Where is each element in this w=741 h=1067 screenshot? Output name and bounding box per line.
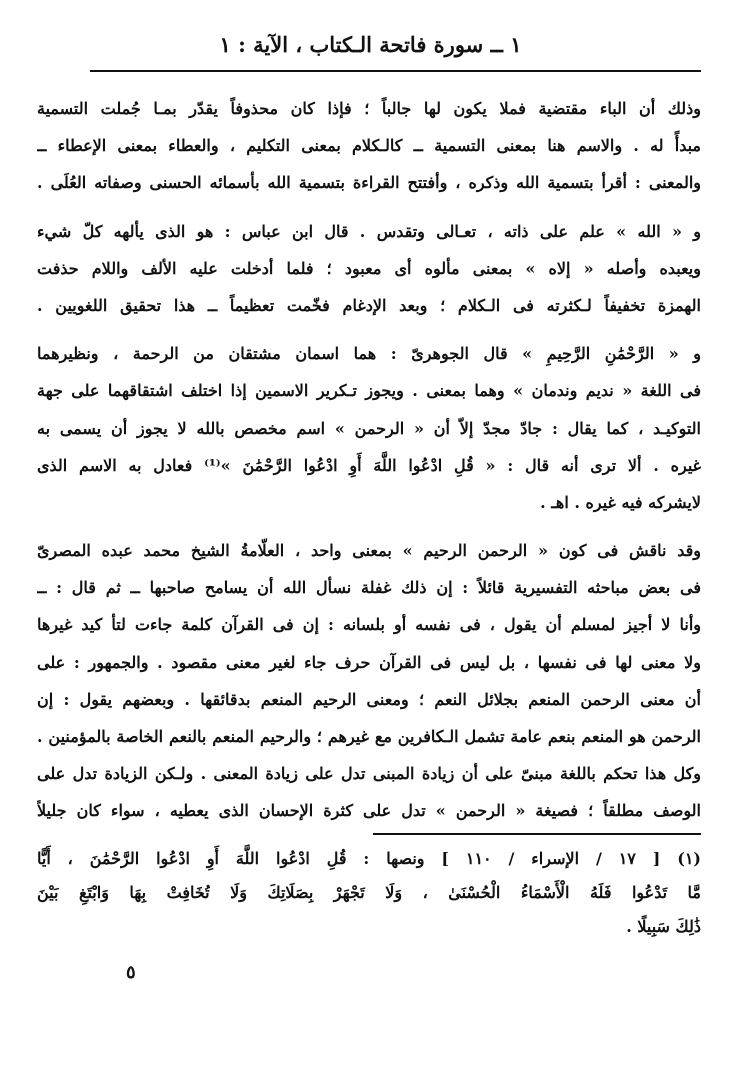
- paragraph-name-allah: [37, 213, 701, 325]
- text-line: لايشركه فيه غيره . اهـ .: [540, 492, 701, 512]
- footnote-line: (١) [ ١٧ / الإسراء / ١١٠ ] ونصها : قُلِ ادْعُوا اللَّهَ أَوِ ادْعُوا الرَّحْمَٰنَ ، أَيًّا: [37, 849, 701, 868]
- paragraph-basmala-grammar: [37, 90, 701, 202]
- footnote: [37, 842, 701, 944]
- text-line: غيره . ألا ترى أنه قال : « قُلِ ادْعُوا اللَّهَ أَوِ ادْعُوا الرَّحْمَٰنَ »⁽¹⁾ فعادل به الاسم الذى: [37, 455, 701, 475]
- text-line: فى بعض مباحثه التفسيرية قائلاً : إن ذلك غفلة نسأل الله أن يسامح صاحبها ــ ثم قال : ــ: [37, 578, 701, 598]
- paragraph-abduh-discussion: [37, 532, 701, 830]
- text-line: أن معنى الرحمن المنعم بجلائل النعم ؛ ومعنى الرحيم المنعم بدقائقها . وبعضهم يقول : إن: [37, 689, 701, 709]
- text-line: الوصف مطلقاً ؛ فصيغة « الرحمن » تدل على كثرة الإحسان الذى يعطيه ، سواء كان جليلاً: [37, 801, 701, 821]
- text-line: وقد ناقش فى كون « الرحمن الرحيم » بمعنى واحد ، العلّامةُ الشيخ محمد عبده المصرىّ: [37, 541, 701, 561]
- text-line: الهمزة تخفيفاً لـكثرته فى الـكلام ؛ وبعد الإدغام فخّمت تعظيماً ــ هذا تحقيق اللغويين .: [37, 295, 701, 315]
- running-header: ١ ــ سورة فاتحة الـكتاب ، الآية : ١: [219, 32, 522, 57]
- footnote-line: ذَٰلِكَ سَبِيلًا .: [626, 917, 701, 936]
- footnote-rule: [373, 833, 701, 835]
- text-line: وذلك أن الباء مقتضية فملا يكون لها جالباً ؛ فإذا كان محذوفاً يقدّر بمـا جُملت التسمية: [37, 99, 701, 118]
- text-line: و « الله » علم على ذاته ، تعـالى وتقدس . قال ابن عباس : هو الذى يألهه كلّ شيء: [37, 221, 701, 241]
- text-line: مبدأً له . والاسم هنا بمعنى التسمية ــ كالـكلام بمعنى التكليم ، والعطاء بمعنى الإعطاء ــ: [37, 136, 701, 156]
- text-line: ويعبده وأصله « إلاه » بمعنى مألوه أى معبود ؛ فلما أدخلت عليه الألف واللام حذفت: [37, 258, 701, 278]
- text-line: فى اللغة « نديم وندمان » وهما بمعنى . ويجوز تـكرير الاسمين إذا اختلف اشتقاقهما على جهة: [37, 381, 701, 401]
- footnote-line: مَّا تَدْعُوا فَلَهُ الْأَسْمَاءُ الْحُسْنَىٰ ، وَلَا تَجْهَرْ بِصَلَاتِكَ وَلَا تُخَافِتْ بِهَا وَابْتَغِ بَيْنَ: [37, 883, 701, 902]
- text-line: التوكيـد ، كما يقال : جادّ مجدّ إلاّ أن « الرحمن » اسم مخصص بالله لا يجوز أن يسمى به: [37, 418, 701, 438]
- text-line: و « الرَّحْمَٰنِ الرَّحِيمِ » قال الجوهرىّ : هما اسمان مشتقان من الرحمة ، ونظيرهما: [37, 344, 701, 364]
- text-line: الرحمن هو المنعم بنعم عامة تشمل الـكافرين مع غيرهم ؛ والرحيم المنعم بالنعم الخاصة بالمؤمنين .: [37, 727, 701, 746]
- paragraph-rahman-rahim: [37, 335, 701, 521]
- main-text: [37, 90, 701, 830]
- page-number: ٥: [126, 962, 136, 983]
- text-line: وأنا لا أجيز لمسلم أن يقول ، فى نفسه أو بلسانه : إن فى القرآن كلمة جاءت لتأ كيد غيرها: [37, 615, 701, 635]
- text-line: ولا معنى لها فى نفسها ، بل ليس فى القرآن حرف جاء لغير معنى مقصود . والجمهور : على: [37, 652, 701, 672]
- text-line: وكل هذا تحكم باللغة مبنىّ على أن زيادة المبنى تدل على زيادة المعنى . ولـكن الزيادة تدل على: [37, 764, 701, 784]
- text-line: والمعنى : أقرأ بتسمية الله وذكره ، وأفتتح القراءة بتسمية الله بأسمائه الحسنى وصفاته العُلَى .: [37, 173, 701, 193]
- header-rule: [90, 70, 701, 72]
